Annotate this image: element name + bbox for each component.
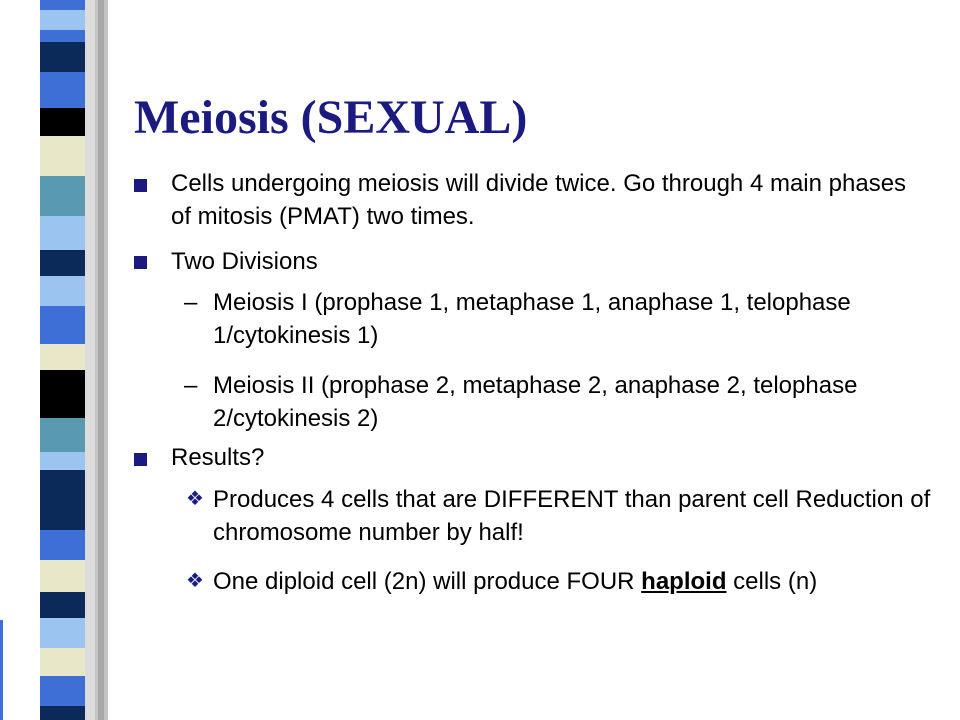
stripe-block [40,250,85,276]
bullet-two-divisions: Two Divisions [171,248,318,275]
decorative-stripe [0,0,108,720]
haploid-emphasis: haploid [641,568,727,595]
stripe-block [40,276,85,306]
dash-bullet-icon: – [184,289,198,316]
square-bullet-icon [134,453,147,466]
subbullet-meiosis-one: Meiosis I (prophase 1, metaphase 1, anaphase 1, telophase 1/cytokinesis 1) [213,289,851,349]
subbullet-diploid-to-haploid [213,565,933,598]
stripe-block [40,344,85,370]
stripe-block [40,108,85,136]
dash-bullet-icon: – [184,372,198,399]
stripe-edge-accent [0,620,3,720]
stripe-block [40,648,85,676]
stripe-block [40,0,85,10]
stripe-block [40,592,85,618]
stripe-block [40,470,85,530]
haploid-text-before: One diploid cell (2n) will produce FOUR [213,568,642,595]
stripe-block [40,30,85,42]
square-bullet-icon [134,179,147,192]
bullet-results: Results? [171,444,265,471]
diamond-bullet-icon: ❖ [186,488,204,510]
stripe-block [40,370,85,418]
stripe-block [40,42,85,72]
stripe-block [40,560,85,592]
square-bullet-icon [134,256,147,269]
bullet-cells-divide-twice: Cells undergoing meiosis will divide twice. Go through 4 main phases of mitosis (PMAT) two times. [171,170,907,230]
stripe-block [40,530,85,560]
subbullet-meiosis-two: Meiosis II (prophase 2, metaphase 2, anaphase 2, telophase 2/cytokinesis 2) [213,372,858,432]
stripe-block [40,72,85,108]
stripe-block [40,306,85,344]
diamond-bullet-icon: ❖ [186,570,204,592]
stripe-block [40,618,85,648]
stripe-block [40,136,85,176]
subbullet-produces-four-cells: Produces 4 cells that are DIFFERENT than parent cell Reduction of chromosome number by half! [213,486,931,546]
stripe-block [40,418,85,452]
stripe-block [40,452,85,470]
stripe-block [40,706,85,720]
stripe-block [40,216,85,250]
stripe-block [40,676,85,706]
slide-title: Meiosis (SEXUAL) [134,91,528,144]
haploid-text-after: cells (n) [726,568,818,595]
stripe-block [40,10,85,30]
stripe-block [40,176,85,216]
